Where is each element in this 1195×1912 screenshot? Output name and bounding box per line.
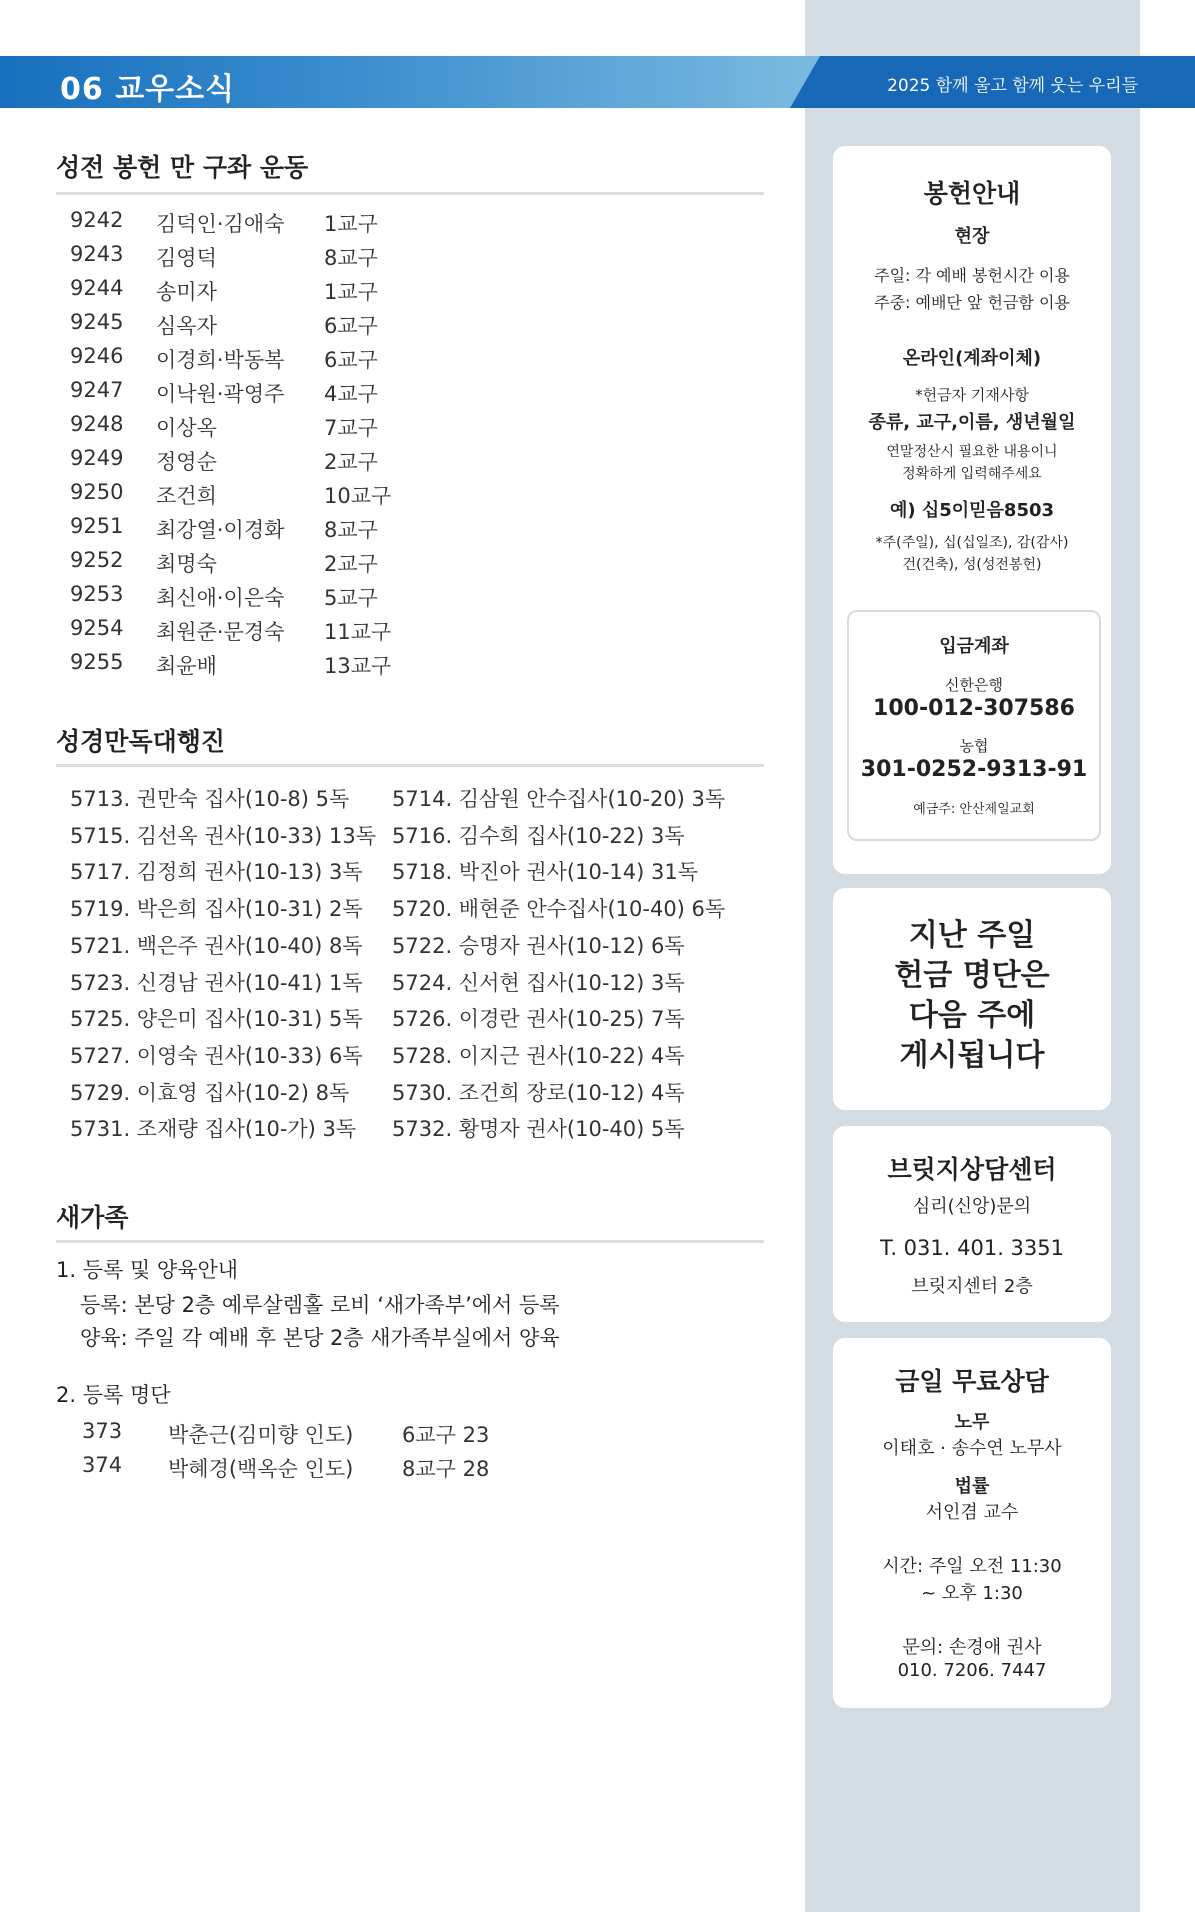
account-title: 입금계좌 <box>939 636 1009 657</box>
newfamily-register-line: 등록: 본당 2층 예루살렘홀 로비 ‘새가족부’에서 등록 <box>80 1293 560 1317</box>
offering-abbr-line: 건(건축), 성(성전봉헌) <box>902 557 1042 573</box>
pledge-number: 9247 <box>70 378 124 402</box>
bible-entry: 5721. 백은주 권사(10-40) 8독 <box>70 933 363 958</box>
offering-note-line: 연말정산시 필요한 내용이니 <box>886 444 1058 460</box>
offering-note-fields: 종류, 교구,이름, 생년월일 <box>868 412 1076 433</box>
consult-contact: 010. 7206. 7447 <box>897 1660 1047 1681</box>
offering-abbr-line: *주(주일), 십(십일조), 감(감사) <box>875 535 1069 551</box>
bank-name: 신한은행 <box>945 676 1003 694</box>
section-divider <box>56 192 764 195</box>
newfamily-number: 374 <box>82 1453 123 1477</box>
offering-title: 봉헌안내 <box>923 179 1021 208</box>
bible-entry: 5729. 이효영 집사(10-2) 8독 <box>70 1080 350 1105</box>
pledge-name: 조건희 <box>156 484 217 508</box>
bible-entry: 5723. 신경남 권사(10-41) 1독 <box>70 970 363 995</box>
pledge-name: 김덕인·김애숙 <box>156 212 285 236</box>
consult-time: ~ 오후 1:30 <box>921 1583 1023 1604</box>
pledge-number: 9254 <box>70 616 124 640</box>
bridge-location: 브릿지센터 2층 <box>911 1276 1033 1297</box>
pledge-name: 최명숙 <box>156 552 217 576</box>
bridge-phone: T. 031. 401. 3351 <box>880 1236 1064 1260</box>
pledge-district: 8교구 <box>324 246 378 270</box>
bible-entry: 5722. 승명자 권사(10-12) 6독 <box>392 933 685 958</box>
bible-entry: 5731. 조재량 집사(10-가) 3독 <box>70 1117 357 1142</box>
consult-law-names: 서인겸 교수 <box>925 1502 1019 1523</box>
bible-entry: 5718. 박진아 권사(10-14) 31독 <box>392 860 698 885</box>
bible-entry: 5724. 신서현 집사(10-12) 3독 <box>392 970 685 995</box>
pledge-district: 1교구 <box>324 212 378 236</box>
newfamily-district: 6교구 23 <box>402 1423 490 1447</box>
offering-onsite-weekday: 주중: 예배단 앞 헌금함 이용 <box>874 293 1070 312</box>
bible-entry: 5726. 이경란 권사(10-25) 7독 <box>392 1007 685 1032</box>
pledge-number: 9252 <box>70 548 124 572</box>
pledge-name: 송미자 <box>156 280 217 304</box>
newfamily-name: 박춘근(김미향 인도) <box>168 1423 354 1447</box>
pledge-district: 2교구 <box>324 450 378 474</box>
pledge-number: 9255 <box>70 650 124 674</box>
pledge-number: 9242 <box>70 208 124 232</box>
pledge-number: 9243 <box>70 242 124 266</box>
pledge-name: 최신애·이은숙 <box>156 586 285 610</box>
section-divider <box>56 1240 764 1243</box>
bible-entry: 5727. 이영숙 권사(10-33) 6독 <box>70 1043 363 1068</box>
consult-law-label: 법률 <box>954 1476 990 1497</box>
pledge-name: 최원준·문경숙 <box>156 620 285 644</box>
page-tagline: 2025 함께 울고 함께 웃는 우리들 <box>887 76 1138 96</box>
bible-entry: 5715. 김선옥 권사(10-33) 13독 <box>70 823 376 848</box>
bible-entry: 5725. 양은미 집사(10-31) 5독 <box>70 1007 363 1032</box>
newfamily-name: 박혜경(백옥순 인도) <box>168 1457 354 1481</box>
pledge-district: 6교구 <box>324 314 378 338</box>
notice-line: 지난 주일 <box>908 918 1036 953</box>
page-title: 06 교우소식 <box>60 72 236 107</box>
offering-note-line: 정확하게 입력해주세요 <box>902 466 1042 482</box>
bank-name: 농협 <box>959 737 989 755</box>
consult-contact: 문의: 손경애 권사 <box>902 1637 1042 1658</box>
pledge-district: 11교구 <box>324 620 392 644</box>
consult-card <box>833 1338 1111 1708</box>
pledge-number: 9248 <box>70 412 124 436</box>
consult-title: 금일 무료상담 <box>895 1367 1049 1396</box>
account-number: 301-0252-9313-91 <box>860 757 1088 782</box>
pledge-district: 8교구 <box>324 518 378 542</box>
pledge-district: 5교구 <box>324 586 378 610</box>
newfamily-number: 373 <box>82 1419 123 1443</box>
bible-entry: 5713. 권만숙 집사(10-8) 5독 <box>70 787 350 811</box>
pledge-name: 이상옥 <box>156 416 217 440</box>
offering-example: 예) 십5이믿음8503 <box>889 500 1055 521</box>
account-box <box>847 610 1101 841</box>
pledge-district: 2교구 <box>324 552 378 576</box>
bridge-subtitle: 심리(신앙)문의 <box>912 1196 1032 1217</box>
pledge-number: 9245 <box>70 310 124 334</box>
pledge-district: 13교구 <box>324 654 392 678</box>
bible-section-title: 성경만독대행진 <box>56 727 226 756</box>
pledge-district: 10교구 <box>324 484 392 508</box>
newfamily-item-2: 2. 등록 명단 <box>56 1383 171 1407</box>
newfamily-section-title: 새가족 <box>56 1203 129 1232</box>
newfamily-nurture-line: 양육: 주일 각 예배 후 본당 2층 새가족부실에서 양육 <box>80 1326 560 1350</box>
pledge-district: 4교구 <box>324 382 378 406</box>
pledge-number: 9244 <box>70 276 124 300</box>
offering-note-header: *헌금자 기재사항 <box>915 386 1029 404</box>
consult-labor-label: 노무 <box>954 1412 990 1433</box>
pledge-district: 6교구 <box>324 348 378 372</box>
notice-line: 다음 주에 <box>908 998 1036 1033</box>
account-holder: 예금주: 안산제일교회 <box>913 802 1035 817</box>
offering-online-label: 온라인(계좌이체) <box>902 348 1042 369</box>
section-divider <box>56 764 764 767</box>
pledge-name: 최강열·이경화 <box>156 518 285 542</box>
pledge-district: 1교구 <box>324 280 378 304</box>
bible-entry: 5728. 이지근 권사(10-22) 4독 <box>392 1043 685 1068</box>
consult-time: 시간: 주일 오전 11:30 <box>882 1556 1062 1577</box>
bible-entry: 5730. 조건희 장로(10-12) 4독 <box>392 1080 685 1105</box>
bible-entry: 5717. 김정희 권사(10-13) 3독 <box>70 860 363 885</box>
pledge-section-title: 성전 봉헌 만 구좌 운동 <box>56 153 309 182</box>
newfamily-district: 8교구 28 <box>402 1457 490 1481</box>
page-header <box>0 56 1195 108</box>
newfamily-item-1: 1. 등록 및 양육안내 <box>56 1258 239 1282</box>
account-number: 100-012-307586 <box>873 696 1075 721</box>
pledge-district: 7교구 <box>324 416 378 440</box>
bible-entry: 5714. 김삼원 안수집사(10-20) 3독 <box>392 787 726 811</box>
pledge-name: 심옥자 <box>156 314 217 338</box>
notice-line: 게시됩니다 <box>899 1038 1045 1073</box>
pledge-name: 최윤배 <box>156 654 217 678</box>
pledge-number: 9250 <box>70 480 124 504</box>
bible-entry: 5720. 배현준 안수집사(10-40) 6독 <box>392 897 726 922</box>
notice-line: 헌금 명단은 <box>894 958 1050 993</box>
notice-card <box>833 888 1111 1110</box>
pledge-name: 정영순 <box>156 450 217 474</box>
bridge-title: 브릿지상담센터 <box>887 1155 1057 1184</box>
pledge-number: 9251 <box>70 514 124 538</box>
pledge-number: 9249 <box>70 446 124 470</box>
bible-entry: 5716. 김수희 집사(10-22) 3독 <box>392 823 685 848</box>
consult-labor-names: 이태호 · 송수연 노무사 <box>882 1438 1062 1459</box>
bible-entry: 5732. 황명자 권사(10-40) 5독 <box>392 1117 685 1142</box>
bible-entry: 5719. 박은희 집사(10-31) 2독 <box>70 897 363 922</box>
pledge-number: 9253 <box>70 582 124 606</box>
offering-onsite-sunday: 주일: 각 예배 봉헌시간 이용 <box>874 266 1070 285</box>
pledge-name: 이경희·박동복 <box>156 348 285 372</box>
bridge-card <box>833 1126 1111 1322</box>
pledge-name: 이낙원·곽영주 <box>156 382 285 406</box>
pledge-name: 김영덕 <box>156 246 217 270</box>
offering-onsite-label: 현장 <box>954 226 990 247</box>
pledge-number: 9246 <box>70 344 124 368</box>
